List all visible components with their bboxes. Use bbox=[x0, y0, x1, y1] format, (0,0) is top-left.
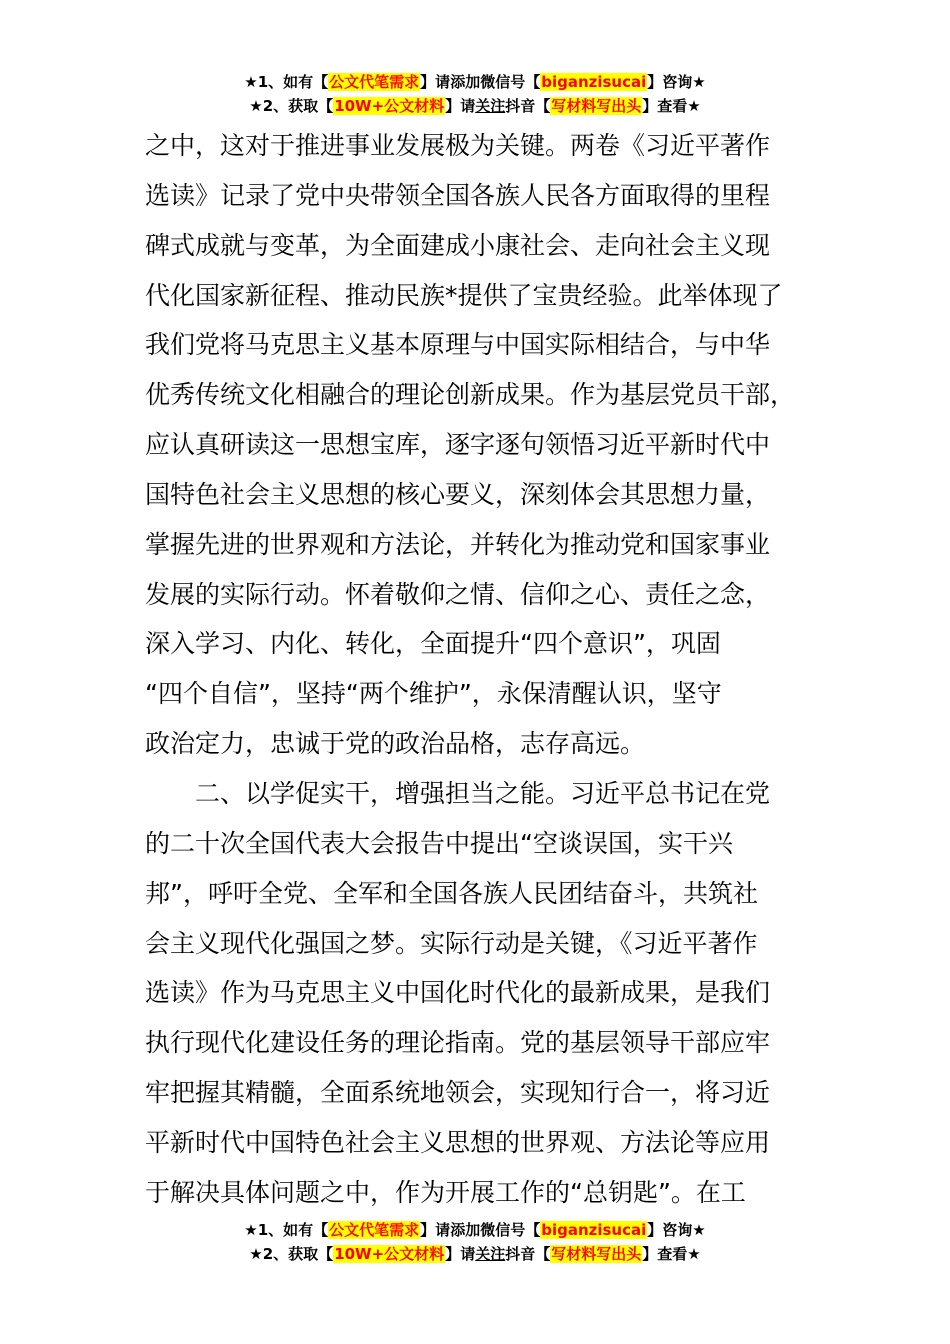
promo-emphasis: 关注 bbox=[475, 97, 506, 115]
text-line: 于解决具体问题之中，作为开展工作的“总钥匙”。在工 bbox=[145, 1177, 746, 1207]
document-body bbox=[145, 121, 805, 1218]
text-line: 选读》记录了党中央带领全国各族人民各方面取得的里程 bbox=[145, 180, 771, 210]
text-line: 深入学习、内化、转化，全面提升“四个意识”，巩固 bbox=[145, 629, 721, 659]
text-line: 掌握先进的世界观和方法论，并转化为推动党和国家事业 bbox=[145, 529, 771, 559]
text-line: 的二十次全国代表大会报告中提出“空谈误国，实干兴 bbox=[145, 828, 733, 858]
promo-highlight: 公文代笔需求 bbox=[329, 73, 420, 91]
header-promo-banner bbox=[0, 70, 950, 118]
promo-line-2: ★2、获取【10W+公文材料】请关注抖音【写材料写出头】查看★ bbox=[249, 97, 701, 115]
text-line: 碑式成就与变革，为全面建成小康社会、走向社会主义现 bbox=[145, 230, 771, 260]
douyin-account-highlight: 写材料写出头 bbox=[551, 1245, 642, 1263]
douyin-account-highlight: 写材料写出头 bbox=[551, 97, 642, 115]
promo-highlight: 10W+公文材料 bbox=[334, 1245, 445, 1263]
promo-line-1: ★1、如有【公文代笔需求】请添加微信号【biganzisucai】咨询★ bbox=[244, 73, 706, 91]
wechat-id-highlight: biganzisucai bbox=[541, 1221, 647, 1239]
text-line: 政治定力，忠诚于党的政治品格，志存高远。 bbox=[145, 729, 646, 759]
text-line: 代化国家新征程、推动民族*提供了宝贵经验。此举体现了 bbox=[145, 280, 783, 310]
promo-emphasis: 添加 bbox=[450, 73, 481, 91]
text-line: 国特色社会主义思想的核心要义，深刻体会其思想力量， bbox=[145, 479, 771, 509]
text-line: 我们党将马克思主义基本原理与中国实际相结合，与中华 bbox=[145, 330, 771, 360]
promo-emphasis: 添加 bbox=[450, 1221, 481, 1239]
footer-promo-banner bbox=[0, 1218, 950, 1266]
text-line: 发展的实际行动。怀着敬仰之情、信仰之心、责任之念， bbox=[145, 579, 771, 609]
text-line: 会主义现代化强国之梦。实际行动是关键，《习近平著作 bbox=[145, 928, 758, 958]
paragraph-2 bbox=[145, 769, 805, 1218]
text-line: 应认真研读这一思想宝库，逐字逐句领悟习近平新时代中 bbox=[145, 430, 771, 460]
promo-emphasis: 关注 bbox=[475, 1245, 506, 1263]
wechat-id-highlight: biganzisucai bbox=[541, 73, 647, 91]
paragraph-1 bbox=[145, 121, 805, 769]
text-line: 执行现代化建设任务的理论指南。党的基层领导干部应牢 bbox=[145, 1028, 771, 1058]
text-line: 牢把握其精髓，全面系统地领会，实现知行合一，将习近 bbox=[145, 1078, 771, 1108]
text-line: 优秀传统文化相融合的理论创新成果。作为基层党员干部， bbox=[145, 380, 796, 410]
promo-line-1: ★1、如有【公文代笔需求】请添加微信号【biganzisucai】咨询★ bbox=[244, 1221, 706, 1239]
text-line: 邦”，呼吁全党、全军和全国各族人民团结奋斗，共筑社 bbox=[145, 878, 758, 908]
promo-highlight: 公文代笔需求 bbox=[329, 1221, 420, 1239]
promo-line-2: ★2、获取【10W+公文材料】请关注抖音【写材料写出头】查看★ bbox=[249, 1245, 701, 1263]
text-line: 选读》作为马克思主义中国化时代化的最新成果，是我们 bbox=[145, 978, 771, 1008]
text-line: 之中，这对于推进事业发展极为关键。两卷《习近平著作 bbox=[145, 131, 771, 160]
text-line: “四个自信”，坚持“两个维护”，永保清醒认识，坚守 bbox=[145, 679, 722, 709]
text-line: 二、以学促实干，增强担当之能。习近平总书记在党 bbox=[195, 778, 771, 808]
promo-highlight: 10W+公文材料 bbox=[334, 97, 445, 115]
text-line: 平新时代中国特色社会主义思想的世界观、方法论等应用 bbox=[145, 1127, 771, 1157]
